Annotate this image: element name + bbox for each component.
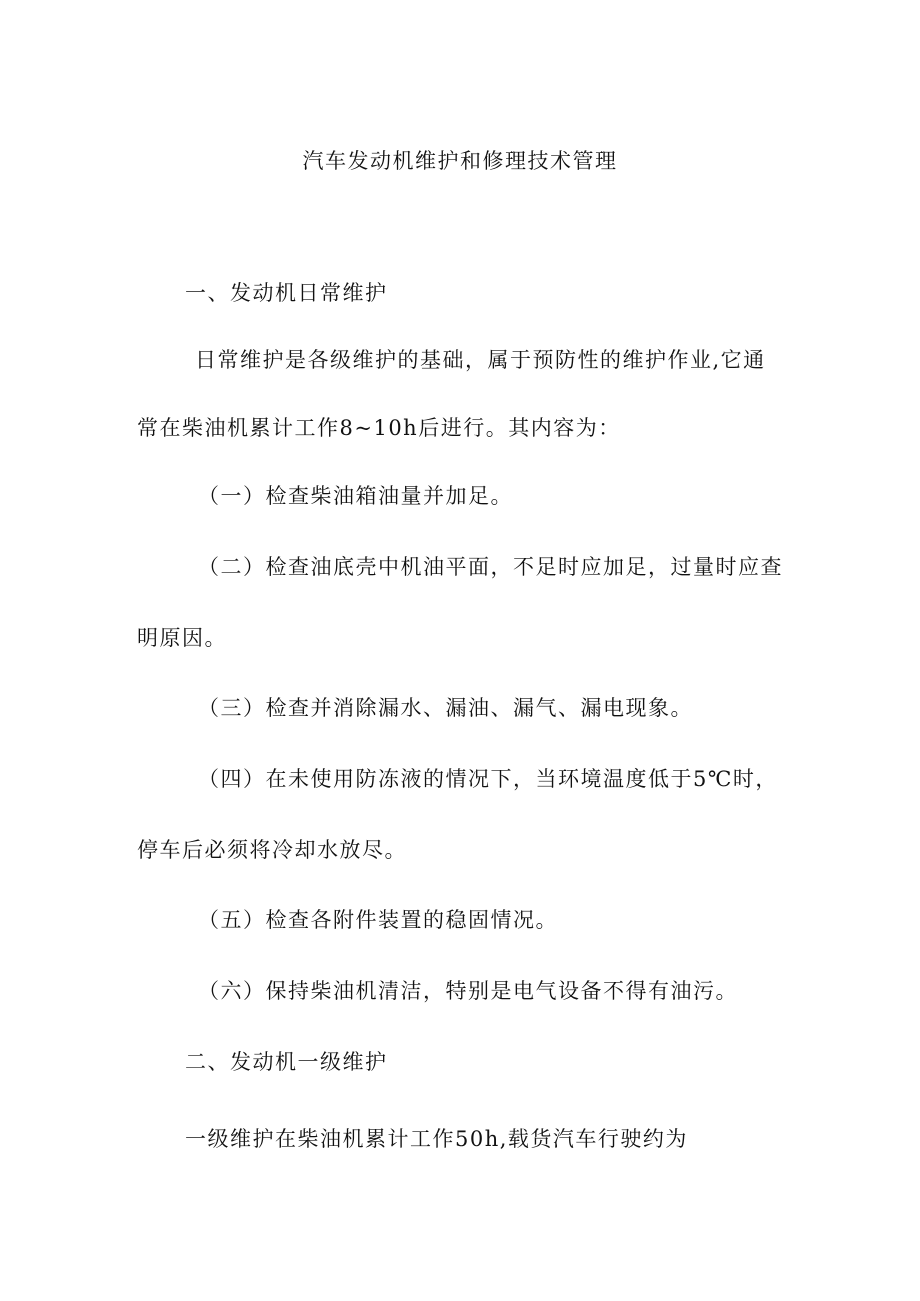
list-item-3: （三）检查并消除漏水、漏油、漏气、漏电现象。 <box>198 696 693 720</box>
list-item-1: （一）检查柴油箱油量并加足。 <box>198 484 513 508</box>
list-item-4: （四）在未使用防冻液的情况下，当环境温度低于5℃时， <box>198 767 778 791</box>
paragraph-line: 停车后必须将冷却水放尽。 <box>137 838 407 862</box>
paragraph-line: 一级维护在柴油机累计工作50h,载货汽车行驶约为 <box>185 1127 688 1151</box>
document-title: 汽车发动机维护和修理技术管理 <box>302 149 618 173</box>
list-item-6: （六）保持柴油机清洁，特别是电气设备不得有油污。 <box>198 979 738 1003</box>
list-item-2: （二）检查油底壳中机油平面，不足时应加足，过量时应查 <box>198 555 783 579</box>
paragraph-line: 日常维护是各级维护的基础，属于预防性的维护作业,它通 <box>195 348 766 372</box>
paragraph-line: 明原因。 <box>137 626 227 650</box>
paragraph-line: 常在柴油机累计工作8~10h后进行。其内容为： <box>137 416 621 440</box>
section-heading-1: 一、发动机日常维护 <box>185 281 388 305</box>
section-heading-2: 二、发动机一级维护 <box>185 1050 388 1074</box>
list-item-5: （五）检查各附件装置的稳固情况。 <box>198 908 558 932</box>
